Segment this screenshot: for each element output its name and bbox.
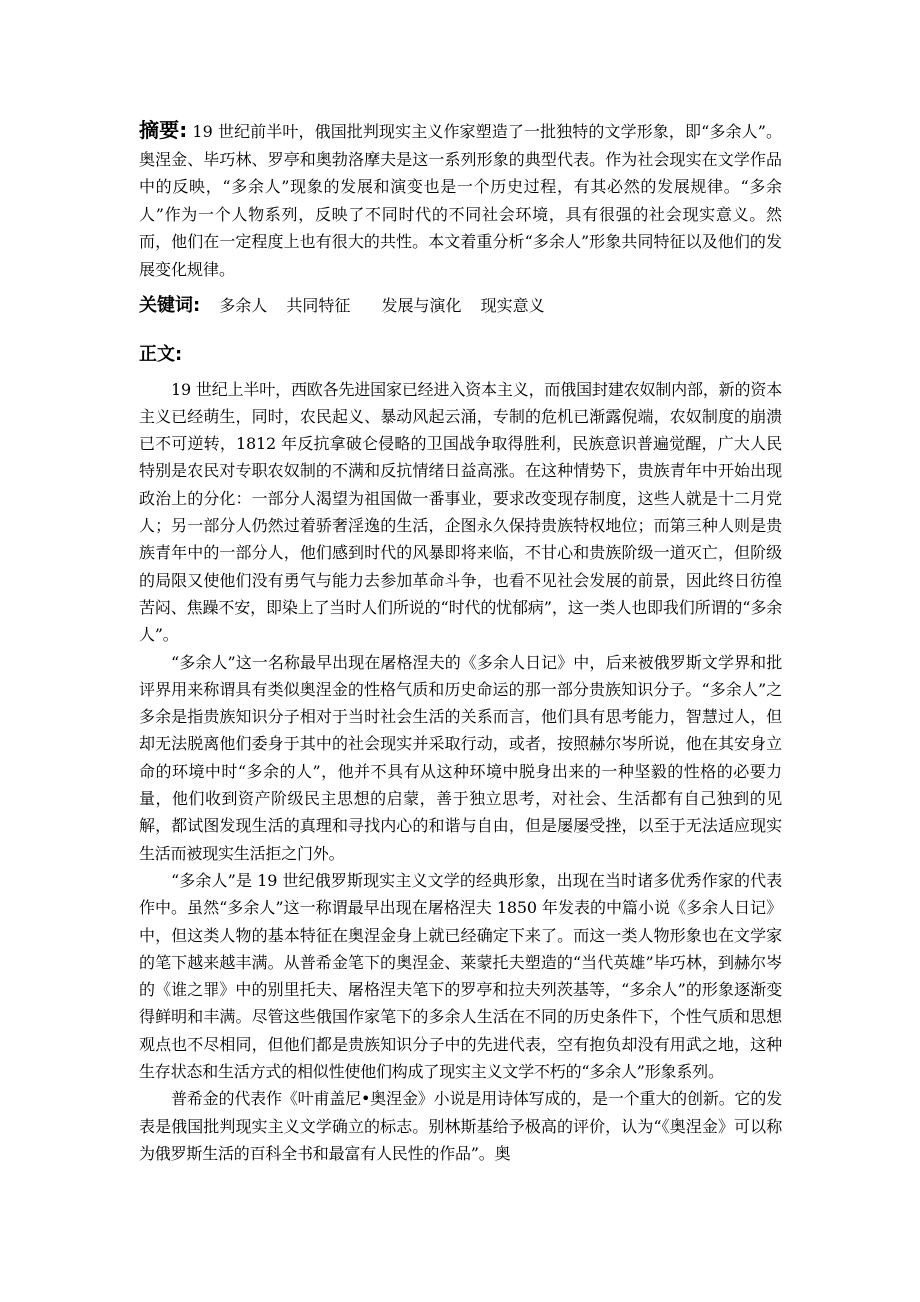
keyword-item: 现实意义 (480, 295, 545, 315)
body-paragraph: “多余人”这一名称最早出现在屠格涅夫的《多余人日记》中，后来被俄罗斯文学界和批评界用来称谓具有类似奥涅金的性格气质和历史命运的那一部分贵族知识分子。“多余人”之多余是指贵族知识分子相对于当时社会生活的关系而言，他们具有思考能力，智慧过人，但却无法脱离他们委身于其中的社会现实并采取行动，或者，按照赫尔岑所说，他在其安身立命的环境中时“多余的人”，他并不具有从这种环境中脱身出来的一种坚毅的性格的必要力量，他们收到资产阶级民主思想的启蒙，善于独立思考，对社会、生活都有自己独到的见解，都试图发现生活的真理和寻找内心的和谐与自由，但是屡屡受挫，以至于无法适应现实生活而被现实生活拒之门外。 (139, 652, 782, 863)
keyword-item: 多余人 (219, 295, 268, 315)
body-paragraph: “多余人”是 19 世纪俄罗斯现实主义文学的经典形象，出现在当时诸多优秀作家的代表作中。虽然“多余人”这一称谓最早出现在屠格涅夫 1850 年发表的中篇小说《多余人日记》中，但这类人物的基本特征在奥涅金身上就已经确定下来了。而这一类人物形象也在文学家的笔下越来越丰满。从普希金笔下的奥涅金、莱蒙托夫塑造的“当代英雄”毕巧林，到赫尔岑的《谁之罪》中的别里托夫、屠格涅夫笔下的罗亭和拉夫列茨基等，“多余人”的形象逐渐变得鲜明和丰满。尽管这些俄国作家笔下的多余人生活在不同的历史条件下，个性气质和思想观点也不尽相同，但他们都是贵族知识分子中的先进代表，空有抱负却没有用武之地，这种生存状态和生活方式的相似性使他们构成了现实主义文学不朽的“多余人”形象系列。 (139, 870, 782, 1081)
abstract-text: 19 世纪前半叶，俄国批判现实主义作家塑造了一批独特的文学形象，即“多余人”。奥涅金、毕巧林、罗亭和奥勃洛摩夫是这一系列形象的典型代表。作为社会现实在文学作品中的反映，“多余人”现象的发展和演变也是一个历史过程，有其必然的发展规律。“多余人”作为一个人物系列，反映了不同时代的不同社会环境，具有很强的社会现实意义。然而，他们在一定程度上也有很大的共性。本文着重分析“多余人”形象共同特征以及他们的发展变化规律。 (139, 122, 783, 279)
body-paragraph: 19 世纪上半叶，西欧各先进国家已经进入资本主义，而俄国封建农奴制内部，新的资本主义已经萌生，同时，农民起义、暴动风起云涌，专制的危机已渐露倪端，农奴制度的崩溃已不可逆转，1812 年反抗拿破仑侵略的卫国战争取得胜利，民族意识普遍觉醒，广大人民特别是农民对专职农奴制的不满和反抗情绪日益高涨。在这种情势下，贵族青年中开始出现政治上的分化：一部分人渴望为祖国做一番事业，要求改变现存制度，这些人就是十二月党人；另一部分人仍然过着骄奢淫逸的生活，企图永久保持贵族特权地位；而第三种人则是贵族青年中的一部分人，他们感到时代的风暴即将来临，不甘心和贵族阶级一道灭亡，但阶级的局限又使他们没有勇气与能力去参加革命斗争，也看不见社会发展的前景，因此终日彷徨苦闷、焦躁不安，即染上了当时人们所说的“时代的忧郁病”，这一类人也即我们所谓的“多余人”。 (139, 379, 782, 645)
body-text (139, 376, 782, 1168)
keyword-item: 发展与演化 (381, 295, 462, 315)
keyword-item: 共同特征 (286, 295, 351, 315)
abstract-section (139, 117, 782, 284)
keywords-heading: 关键词: (139, 294, 201, 316)
abstract-heading: 摘要: (139, 118, 188, 142)
body-paragraph: 普希金的代表作《叶甫盖尼•奥涅金》小说是用诗体写成的，是一个重大的创新。它的发表是俄国批判现实主义文学确立的标志。别林斯基给予极高的评价，认为“《奥涅金》可以称为俄罗斯生活的百科全书和最富有人民性的作品”。奥 (139, 1089, 782, 1163)
body-heading: 正文: (139, 343, 183, 365)
document-page (139, 117, 782, 1167)
keywords-section (139, 291, 782, 321)
